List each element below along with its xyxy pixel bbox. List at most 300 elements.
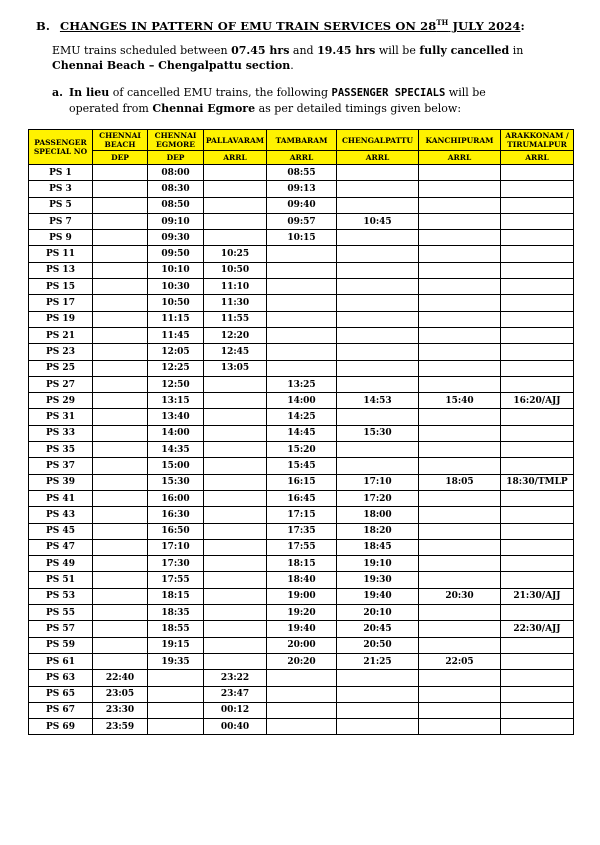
time-cell xyxy=(267,327,337,343)
col-subheader: ARRL xyxy=(337,151,419,165)
time-cell xyxy=(267,670,337,686)
col-header-chennai-egmore: CHENNAI EGMORE xyxy=(148,130,204,151)
time-cell xyxy=(204,197,267,213)
time-cell xyxy=(419,637,501,653)
ps-number-cell: PS 57 xyxy=(29,621,93,637)
time-cell xyxy=(93,490,148,506)
col-subheader: ARRL xyxy=(204,151,267,165)
time-cell xyxy=(337,246,419,262)
table-row xyxy=(29,686,574,702)
timetable-body xyxy=(29,165,574,735)
table-row xyxy=(29,572,574,588)
time-cell xyxy=(419,197,501,213)
table-row xyxy=(29,523,574,539)
time-cell: 12:45 xyxy=(204,344,267,360)
time-cell xyxy=(501,572,574,588)
time-cell xyxy=(501,344,574,360)
ps-number-cell: PS 17 xyxy=(29,295,93,311)
timetable xyxy=(28,129,574,735)
time-cell: 17:20 xyxy=(337,490,419,506)
ps-number-cell: PS 61 xyxy=(29,653,93,669)
time-cell xyxy=(501,360,574,376)
time-cell xyxy=(419,719,501,735)
time-cell: 19:10 xyxy=(337,556,419,572)
time-cell xyxy=(267,246,337,262)
time-cell xyxy=(267,279,337,295)
time-cell xyxy=(419,702,501,718)
table-row xyxy=(29,344,574,360)
ps-number-cell: PS 15 xyxy=(29,279,93,295)
time-cell xyxy=(93,523,148,539)
time-cell xyxy=(93,442,148,458)
time-cell: 13:05 xyxy=(204,360,267,376)
time-cell xyxy=(419,442,501,458)
time-cell xyxy=(419,556,501,572)
time-cell xyxy=(419,539,501,555)
table-row xyxy=(29,360,574,376)
time-cell xyxy=(419,295,501,311)
time-cell: 08:00 xyxy=(148,165,204,181)
time-cell: 17:10 xyxy=(148,539,204,555)
time-cell: 22:30/AJJ xyxy=(501,621,574,637)
time-cell xyxy=(204,230,267,246)
time-cell: 08:55 xyxy=(267,165,337,181)
table-row xyxy=(29,442,574,458)
time-cell: 09:30 xyxy=(148,230,204,246)
time-cell xyxy=(501,295,574,311)
time-cell xyxy=(204,442,267,458)
ps-number-cell: PS 11 xyxy=(29,246,93,262)
table-row xyxy=(29,262,574,278)
time-cell xyxy=(501,311,574,327)
ps-number-cell: PS 33 xyxy=(29,425,93,441)
table-row xyxy=(29,490,574,506)
intro-paragraph: EMU trains scheduled between 07.45 hrs and 19.45 hrs will be fully cancelled in Chennai Beach – Chengalpattu section. xyxy=(52,44,524,72)
time-cell xyxy=(148,686,204,702)
time-cell: 14:25 xyxy=(267,409,337,425)
time-cell: 23:22 xyxy=(204,670,267,686)
time-cell xyxy=(93,588,148,604)
time-cell xyxy=(93,327,148,343)
time-cell xyxy=(93,621,148,637)
time-cell: 11:30 xyxy=(204,295,267,311)
time-cell xyxy=(501,653,574,669)
time-cell xyxy=(337,702,419,718)
time-cell xyxy=(337,311,419,327)
table-row xyxy=(29,605,574,621)
time-cell xyxy=(337,181,419,197)
table-row xyxy=(29,670,574,686)
time-cell xyxy=(501,458,574,474)
time-cell xyxy=(204,490,267,506)
time-cell: 23:05 xyxy=(93,686,148,702)
ps-number-cell: PS 31 xyxy=(29,409,93,425)
time-cell: 18:30/TMLP xyxy=(501,474,574,490)
time-cell xyxy=(204,181,267,197)
table-row xyxy=(29,393,574,409)
time-cell: 14:00 xyxy=(148,425,204,441)
time-cell: 22:05 xyxy=(419,653,501,669)
time-cell: 18:00 xyxy=(337,507,419,523)
time-cell xyxy=(267,311,337,327)
time-cell xyxy=(93,165,148,181)
time-cell xyxy=(267,295,337,311)
col-subheader: ARRL xyxy=(267,151,337,165)
time-cell: 14:00 xyxy=(267,393,337,409)
time-cell: 16:15 xyxy=(267,474,337,490)
table-row xyxy=(29,327,574,343)
time-cell xyxy=(501,670,574,686)
time-cell: 18:55 xyxy=(148,621,204,637)
time-cell xyxy=(93,605,148,621)
table-row xyxy=(29,507,574,523)
table-row xyxy=(29,230,574,246)
time-cell xyxy=(501,719,574,735)
table-row xyxy=(29,702,574,718)
time-cell xyxy=(501,197,574,213)
time-cell xyxy=(204,425,267,441)
time-cell xyxy=(267,262,337,278)
time-cell xyxy=(93,246,148,262)
time-cell xyxy=(501,327,574,343)
time-cell: 23:30 xyxy=(93,702,148,718)
time-cell xyxy=(337,279,419,295)
time-cell xyxy=(501,539,574,555)
ps-number-cell: PS 35 xyxy=(29,442,93,458)
time-cell xyxy=(337,165,419,181)
time-cell xyxy=(337,262,419,278)
ps-number-cell: PS 23 xyxy=(29,344,93,360)
time-cell xyxy=(419,425,501,441)
time-cell: 11:55 xyxy=(204,311,267,327)
time-cell: 19:40 xyxy=(337,588,419,604)
ps-number-cell: PS 9 xyxy=(29,230,93,246)
time-cell: 15:20 xyxy=(267,442,337,458)
col-subheader: DEP xyxy=(93,151,148,165)
time-cell: 18:05 xyxy=(419,474,501,490)
time-cell: 20:45 xyxy=(337,621,419,637)
time-cell: 17:55 xyxy=(148,572,204,588)
time-cell: 15:30 xyxy=(148,474,204,490)
time-cell xyxy=(204,458,267,474)
time-cell xyxy=(93,637,148,653)
time-cell xyxy=(148,702,204,718)
time-cell xyxy=(267,360,337,376)
time-cell: 20:10 xyxy=(337,605,419,621)
time-cell xyxy=(337,197,419,213)
time-cell xyxy=(204,507,267,523)
time-cell: 16:45 xyxy=(267,490,337,506)
ps-number-cell: PS 27 xyxy=(29,376,93,392)
time-cell: 18:45 xyxy=(337,539,419,555)
col-subheader: ARRL xyxy=(501,151,574,165)
time-cell: 14:45 xyxy=(267,425,337,441)
time-cell: 11:15 xyxy=(148,311,204,327)
time-cell: 08:50 xyxy=(148,197,204,213)
time-cell xyxy=(337,458,419,474)
time-cell: 10:15 xyxy=(267,230,337,246)
table-row xyxy=(29,474,574,490)
time-cell xyxy=(501,442,574,458)
time-cell xyxy=(204,523,267,539)
ps-number-cell: PS 21 xyxy=(29,327,93,343)
time-cell: 18:35 xyxy=(148,605,204,621)
time-cell: 14:53 xyxy=(337,393,419,409)
time-cell xyxy=(419,376,501,392)
time-cell xyxy=(501,523,574,539)
time-cell xyxy=(501,637,574,653)
time-cell xyxy=(204,393,267,409)
time-cell: 12:20 xyxy=(204,327,267,343)
time-cell xyxy=(419,213,501,229)
time-cell xyxy=(93,213,148,229)
table-row xyxy=(29,425,574,441)
section-number: B. xyxy=(36,18,50,33)
time-cell xyxy=(93,376,148,392)
table-row xyxy=(29,311,574,327)
table-row xyxy=(29,213,574,229)
time-cell: 19:20 xyxy=(267,605,337,621)
time-cell: 18:40 xyxy=(267,572,337,588)
time-cell xyxy=(337,719,419,735)
time-cell xyxy=(419,246,501,262)
ps-number-cell: PS 13 xyxy=(29,262,93,278)
time-cell: 10:50 xyxy=(148,295,204,311)
time-cell xyxy=(501,165,574,181)
ps-number-cell: PS 43 xyxy=(29,507,93,523)
time-cell: 15:30 xyxy=(337,425,419,441)
time-cell: 00:12 xyxy=(204,702,267,718)
time-cell: 22:40 xyxy=(93,670,148,686)
col-header-kanchipuram: KANCHIPURAM xyxy=(419,130,501,151)
time-cell: 10:25 xyxy=(204,246,267,262)
time-cell xyxy=(419,165,501,181)
table-row xyxy=(29,165,574,181)
time-cell xyxy=(501,376,574,392)
ps-number-cell: PS 47 xyxy=(29,539,93,555)
time-cell: 17:30 xyxy=(148,556,204,572)
col-header-chennai-beach: CHENNAI BEACH xyxy=(93,130,148,151)
time-cell xyxy=(204,165,267,181)
time-cell xyxy=(93,539,148,555)
table-row xyxy=(29,458,574,474)
time-cell xyxy=(204,474,267,490)
time-cell xyxy=(501,262,574,278)
time-cell: 09:10 xyxy=(148,213,204,229)
time-cell xyxy=(204,376,267,392)
time-cell: 16:30 xyxy=(148,507,204,523)
table-row xyxy=(29,556,574,572)
time-cell xyxy=(419,181,501,197)
time-cell: 10:50 xyxy=(204,262,267,278)
time-cell xyxy=(419,327,501,343)
time-cell xyxy=(93,653,148,669)
time-cell xyxy=(93,295,148,311)
time-cell xyxy=(419,523,501,539)
ps-number-cell: PS 67 xyxy=(29,702,93,718)
ps-number-cell: PS 45 xyxy=(29,523,93,539)
time-cell: 12:50 xyxy=(148,376,204,392)
time-cell xyxy=(419,279,501,295)
time-cell: 09:50 xyxy=(148,246,204,262)
time-cell: 12:05 xyxy=(148,344,204,360)
time-cell: 18:20 xyxy=(337,523,419,539)
ps-number-cell: PS 41 xyxy=(29,490,93,506)
time-cell: 17:10 xyxy=(337,474,419,490)
table-row xyxy=(29,653,574,669)
time-cell: 10:45 xyxy=(337,213,419,229)
time-cell xyxy=(267,344,337,360)
time-cell xyxy=(204,605,267,621)
time-cell xyxy=(267,686,337,702)
time-cell xyxy=(93,344,148,360)
time-cell xyxy=(204,621,267,637)
time-cell: 18:15 xyxy=(267,556,337,572)
sub-label: a. xyxy=(52,86,63,99)
time-cell xyxy=(267,702,337,718)
time-cell xyxy=(337,230,419,246)
ps-number-cell: PS 3 xyxy=(29,181,93,197)
time-cell xyxy=(93,279,148,295)
table-row xyxy=(29,376,574,392)
time-cell xyxy=(501,425,574,441)
time-cell: 13:25 xyxy=(267,376,337,392)
time-cell: 20:20 xyxy=(267,653,337,669)
time-cell: 13:40 xyxy=(148,409,204,425)
table-row xyxy=(29,246,574,262)
time-cell xyxy=(501,686,574,702)
time-cell xyxy=(419,262,501,278)
time-cell xyxy=(419,621,501,637)
time-cell xyxy=(419,344,501,360)
time-cell: 16:50 xyxy=(148,523,204,539)
ps-number-cell: PS 63 xyxy=(29,670,93,686)
time-cell xyxy=(337,670,419,686)
time-cell xyxy=(501,556,574,572)
ps-number-cell: PS 55 xyxy=(29,605,93,621)
time-cell xyxy=(337,376,419,392)
table-row xyxy=(29,637,574,653)
time-cell xyxy=(501,605,574,621)
ps-number-cell: PS 51 xyxy=(29,572,93,588)
table-row xyxy=(29,409,574,425)
time-cell xyxy=(419,507,501,523)
time-cell: 20:00 xyxy=(267,637,337,653)
time-cell xyxy=(501,230,574,246)
ps-number-cell: PS 65 xyxy=(29,686,93,702)
time-cell xyxy=(501,702,574,718)
time-cell: 19:00 xyxy=(267,588,337,604)
table-row xyxy=(29,197,574,213)
time-cell: 15:40 xyxy=(419,393,501,409)
time-cell: 23:59 xyxy=(93,719,148,735)
section-title: CHANGES IN PATTERN OF EMU TRAIN SERVICES ON 28TH JULY 2024 xyxy=(59,18,521,33)
time-cell xyxy=(204,213,267,229)
time-cell xyxy=(204,637,267,653)
time-cell xyxy=(204,572,267,588)
time-cell xyxy=(93,425,148,441)
time-cell: 23:47 xyxy=(204,686,267,702)
ps-number-cell: PS 53 xyxy=(29,588,93,604)
time-cell xyxy=(204,588,267,604)
time-cell: 11:45 xyxy=(148,327,204,343)
time-cell: 18:15 xyxy=(148,588,204,604)
time-cell: 09:57 xyxy=(267,213,337,229)
time-cell xyxy=(419,409,501,425)
time-cell xyxy=(419,311,501,327)
time-cell xyxy=(419,458,501,474)
time-cell xyxy=(337,360,419,376)
time-cell xyxy=(419,360,501,376)
time-cell: 08:30 xyxy=(148,181,204,197)
time-cell xyxy=(419,572,501,588)
time-cell xyxy=(419,605,501,621)
time-cell xyxy=(93,311,148,327)
col-subheader: DEP xyxy=(148,151,204,165)
time-cell xyxy=(93,572,148,588)
col-header-pallavaram: PALLAVARAM xyxy=(204,130,267,151)
ps-number-cell: PS 29 xyxy=(29,393,93,409)
time-cell xyxy=(93,197,148,213)
time-cell xyxy=(337,442,419,458)
time-cell: 17:35 xyxy=(267,523,337,539)
ps-number-cell: PS 37 xyxy=(29,458,93,474)
table-row xyxy=(29,621,574,637)
table-row xyxy=(29,588,574,604)
time-cell xyxy=(93,458,148,474)
time-cell xyxy=(204,556,267,572)
time-cell: 15:00 xyxy=(148,458,204,474)
section-heading: B. CHANGES IN PATTERN OF EMU TRAIN SERVICES ON 28TH JULY 2024: xyxy=(36,18,525,33)
time-cell xyxy=(204,409,267,425)
ps-number-cell: PS 7 xyxy=(29,213,93,229)
time-cell xyxy=(267,719,337,735)
time-cell xyxy=(93,474,148,490)
time-cell: 19:30 xyxy=(337,572,419,588)
time-cell: 20:50 xyxy=(337,637,419,653)
table-row xyxy=(29,279,574,295)
time-cell xyxy=(501,507,574,523)
ps-number-cell: PS 69 xyxy=(29,719,93,735)
time-cell xyxy=(501,490,574,506)
time-cell xyxy=(93,230,148,246)
ps-number-cell: PS 5 xyxy=(29,197,93,213)
time-cell xyxy=(501,246,574,262)
time-cell xyxy=(337,409,419,425)
col-header-chengalpattu: CHENGALPATTU xyxy=(337,130,419,151)
time-cell xyxy=(337,686,419,702)
time-cell: 11:10 xyxy=(204,279,267,295)
ps-number-cell: PS 49 xyxy=(29,556,93,572)
time-cell: 21:25 xyxy=(337,653,419,669)
time-cell: 00:40 xyxy=(204,719,267,735)
col-subheader: ARRL xyxy=(419,151,501,165)
time-cell xyxy=(93,409,148,425)
time-cell: 16:20/AJJ xyxy=(501,393,574,409)
sub-paragraph: a. In lieu of cancelled EMU trains, the following PASSENGER SPECIALS will be operated from Chennai Egmore as per detailed timings given below: xyxy=(52,86,486,115)
time-cell: 15:45 xyxy=(267,458,337,474)
time-cell xyxy=(93,262,148,278)
time-cell xyxy=(148,670,204,686)
time-cell xyxy=(93,507,148,523)
time-cell xyxy=(419,490,501,506)
time-cell xyxy=(419,670,501,686)
time-cell: 10:10 xyxy=(148,262,204,278)
time-cell: 14:35 xyxy=(148,442,204,458)
table-row xyxy=(29,539,574,555)
time-cell: 13:15 xyxy=(148,393,204,409)
time-cell xyxy=(93,360,148,376)
